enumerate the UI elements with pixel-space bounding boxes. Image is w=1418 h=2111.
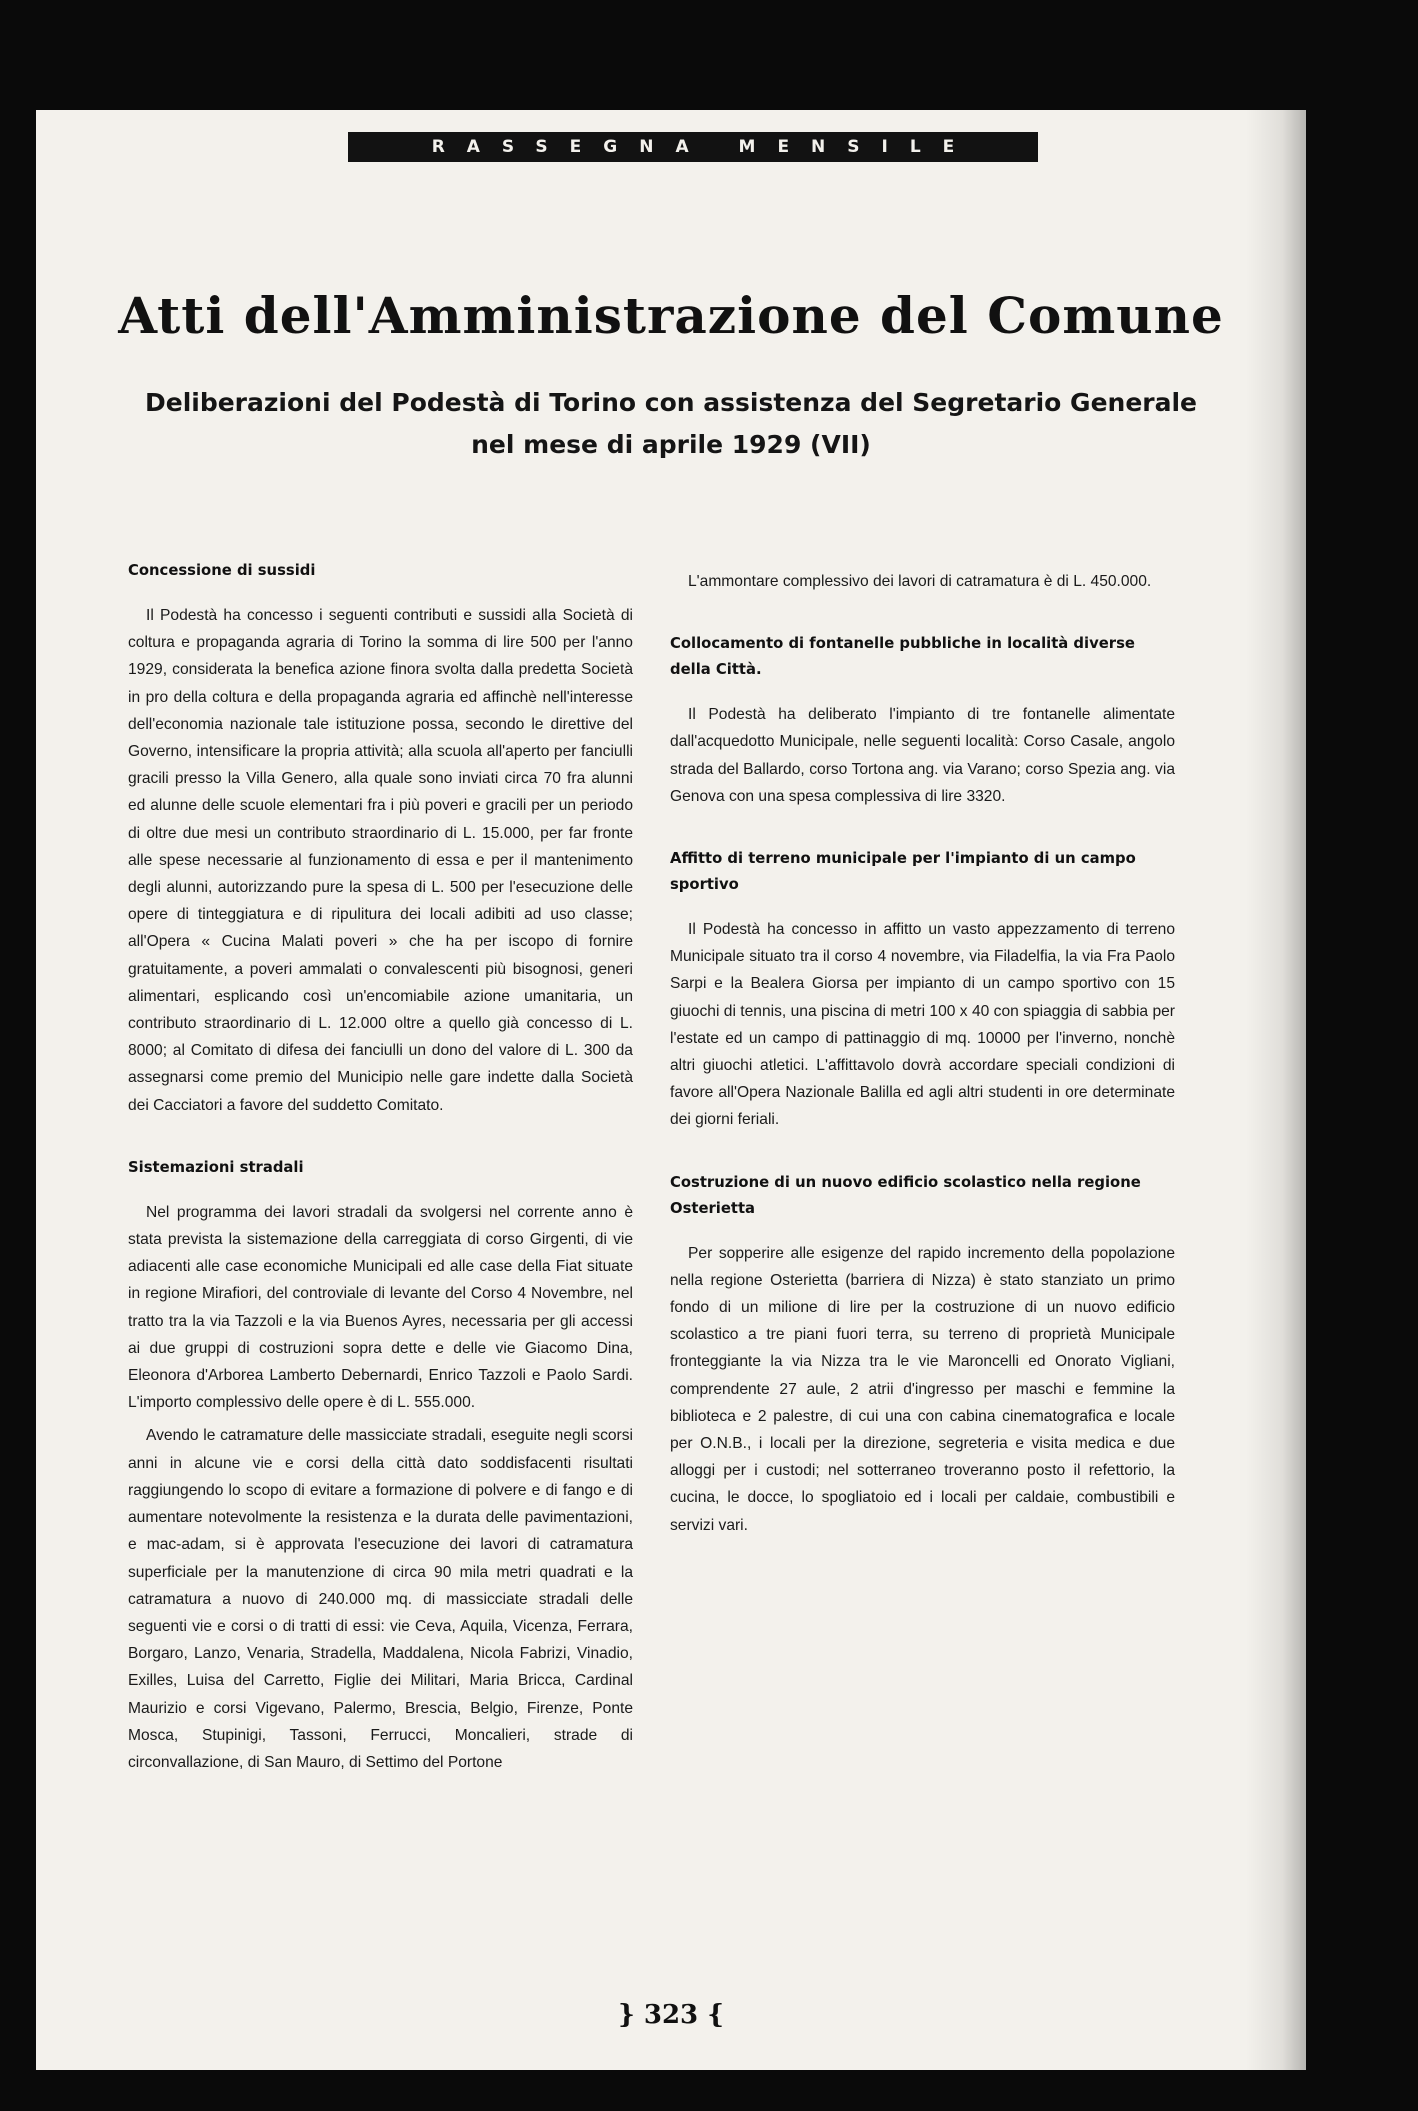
heading-stradali: Sistemazioni stradali	[128, 1158, 304, 1176]
paragraph-stradali-2: Avendo le catramature delle massicciate stradali, eseguite negli scorsi anni in alcune vie e corsi della città dato soddisfacenti risultati raggiungendo lo scopo di evitare a formazione di polvere e di fango e di aumentare notevolmente la resistenza e la durata delle pavimentazioni, e mac-adam, si è approvata l'esecuzione dei lavori di catramatura superficiale per la manutenzione di circa 90 mila metri quadrati e la catramatura a nuovo di 240.000 mq. di massicciate stradali delle seguenti vie e corsi o di tratti di essi: vie Ceva, Aquila, Vicenza, Ferrara, Borgaro, Lanzo, Venaria, Stradella, Maddalena, Nicola Fabrizi, Vinadio, Exilles, Luisa del Carretto, Figlie dei Militari, Maria Bricca, Cardinal Maurizio e corsi Vigevano, Palermo, Brescia, Belgio, Firenze, Ponte Mosca, Stupinigi, Tassoni, Ferrucci, Moncalieri, strade di circonvallazione, di San Mauro, di Settimo del Portone	[128, 1427, 633, 1771]
page-subtitle	[96, 382, 1246, 466]
folio-ornament-right-icon: {	[707, 2000, 724, 2030]
subtitle-line-1: Deliberazioni del Podestà di Torino con assistenza del Segretario Generale	[144, 388, 1197, 417]
page-edge-shadow	[1246, 110, 1306, 2070]
section-rubric-banner	[348, 132, 1038, 162]
heading-scuola: Costruzione di un nuovo edificio scolastico nella regione Osterietta	[670, 1173, 1141, 1217]
page-number	[36, 2000, 1306, 2030]
paragraph-fontanelle: Il Podestà ha deliberato l'impianto di tre fontanelle alimentate dall'acquedotto Municipale, nelle seguenti località: Corso Casale, angolo strada del Ballardo, corso Tortona ang. via Varano; corso Spezia ang. via Genova con una spesa complessiva di lire 3320.	[670, 706, 1175, 805]
folio-ornament-left-icon: }	[618, 2000, 635, 2030]
document-page	[36, 110, 1306, 2070]
paragraph-stradali-3: L'ammontare complessivo dei lavori di catramatura è di L. 450.000.	[688, 573, 1152, 590]
rubric-text: RASSEGNA MENSILE	[431, 137, 977, 157]
page-number-text: 323	[643, 2000, 699, 2030]
heading-sussidi: Concessione di sussidi	[128, 562, 316, 579]
right-column	[670, 568, 1175, 1539]
page-title: Atti dell'Amministrazione del Comune	[118, 286, 1224, 345]
paragraph-sussidi: Il Podestà ha concesso i seguenti contributi e sussidi alla Società di coltura e propaganda agraria di Torino la somma di lire 500 per l'anno 1929, considerata la benefica azione finora svolta dalla predetta Società in pro della coltura e della propaganda agraria ed affinchè nell'interesse dell'economia nazionale tale istituzione possa, secondo le direttive del Governo, intensificare la propria attività; alla scuola all'aperto per fanciulli gracili presso la Villa Genero, alla quale sono inviati circa 70 fra alunni ed alunne delle scuole elementari fra i più poveri e gracili per un periodo di oltre due mesi un contributo straordinario di L. 15.000, per far fronte alle spese necessarie al funzionamento di essa e per il mantenimento degli alunni, autorizzando pure la spesa di L. 500 per l'esecuzione delle opere di tinteggiatura e di ripulitura dei locali adibiti ad uso classe; all'Opera « Cucina Malati poveri » che ha per iscopo di fornire gratuitamente, a poveri ammalati o convalescenti più bisognosi, generi alimentari, esplicando così un'encomiabile azione umanitaria, un contributo straordinario di L. 12.000 oltre a quello già concesso di L. 8000; al Comitato di difesa dei fanciulli un dono del valore di L. 300 da assegnarsi come premio del Municipio nelle gare indette dalla Società dei Cacciatori a favore del suddetto Comitato.	[128, 607, 633, 1114]
paragraph-stradali-1: Nel programma dei lavori stradali da svolgersi nel corrente anno è stata prevista la sistemazione della carreggiata di corso Girgenti, di vie adiacenti alle case economiche Municipali ed alle case della Fiat situate in regione Mirafiori, del controviale di levante del Corso 4 Novembre, nel tratto tra la via Tazzoli e la via Buenos Ayres, necessaria per gli accessi ai due gruppi di costruzioni sopra dette e delle vie Giacomo Dina, Eleonora d'Arborea Lamberto Debernardi, Enrico Tazzoli e Paolo Sardi. L'importo complessivo delle opere è di L. 555.000.	[128, 1203, 633, 1412]
paragraph-scuola: Per sopperire alle esigenze del rapido incremento della popolazione nella regione Osterietta (barriera di Nizza) è stato stanziato un primo fondo di un milione di lire per la costruzione di un nuovo edificio scolastico a tre piani fuori terra, su terreno di proprietà Municipale fronteggiante la via Nizza tra le vie Maroncelli ed Onorato Vigliani, comprendente 27 aule, 2 atrii d'ingresso per maschi e femmine la biblioteca e 2 palestre, di cui una con cabina cinematografica e locale per O.N.B., i locali per la direzione, segreteria e visita medica e due alloggi per i custodi; nel sotterraneo troveranno posto il refettorio, la cucina, le docce, lo spogliatoio ed i locali per caldaie, combustibili e servizi vari.	[670, 1244, 1175, 1534]
heading-fontanelle: Collocamento di fontanelle pubbliche in località diverse della Città.	[670, 635, 1135, 679]
left-column	[128, 558, 633, 1776]
heading-campo: Affitto di terreno municipale per l'impianto di un campo sportivo	[670, 850, 1136, 894]
subtitle-line-2: nel mese di aprile 1929 (VII)	[471, 430, 871, 459]
paragraph-campo: Il Podestà ha concesso in affitto un vasto appezzamento di terreno Municipale situato tra il corso 4 novembre, via Filadelfia, la via Fra Paolo Sarpi e la Bealera Giorsa per impianto di un campo sportivo con 15 giuochi di tennis, una piscina di metri 100 x 40 con spiaggia di sabbia per l'estate ed un campo di pattinaggio di mq. 10000 per l'inverno, nonchè altri giuochi atletici. L'affittavolo dovrà accordare speciali condizioni di favore all'Opera Nazionale Balilla ed agli altri studenti in ore determinate dei giorni feriali.	[670, 921, 1175, 1129]
